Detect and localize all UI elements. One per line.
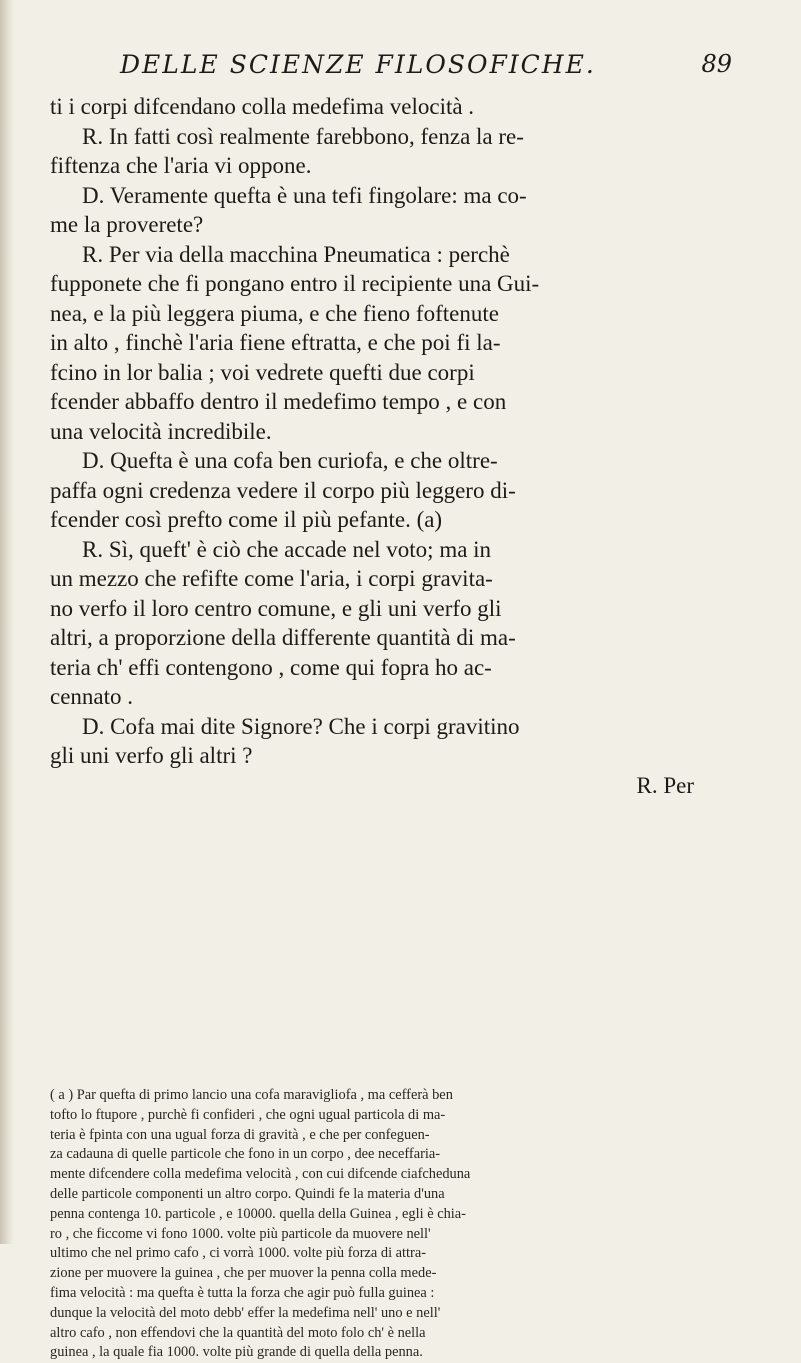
text-line: R. Per via della macchina Pneumatica : perchè — [82, 241, 510, 267]
footnote-line: penna contenga 10. particole , e 10000. quella della Guinea , egli è chia- — [50, 1205, 466, 1222]
page-header — [120, 50, 732, 90]
text-line: D. Veramente quefta è una tefi fingolare: ma co- — [82, 182, 527, 208]
footnote-line: za cadauna di quelle particole che fono in un corpo , dee neceffaria- — [50, 1146, 441, 1163]
footnote-line: tofto lo ftupore , purchè fi confideri , che ogni ugual particola di ma- — [50, 1106, 446, 1123]
footnote-line: ( a ) Par quefta di primo lancio una cofa maravigliofa , ma cefferà ben — [50, 1087, 453, 1103]
text-line: R. Sì, queft' è ciò che accade nel voto; ma in — [82, 536, 492, 562]
text-line: ti i corpi difcendano colla medefima velocità . — [50, 94, 475, 119]
footnote-line: ro , che ficcome vi fono 1000. volte più particole da muovere nell' — [50, 1225, 431, 1242]
text-line: D. Cofa mai dite Signore? Che i corpi gravitino — [82, 713, 520, 739]
text-line: fcino in lor balia ; voi vedrete quefti due corpi — [50, 359, 475, 385]
footnote-line: dunque la velocità del moto debb' effer la medefima nell' uno e nell' — [50, 1304, 441, 1321]
text-line: in alto , finchè l'aria fiene eftratta, e che poi fi la- — [50, 330, 501, 355]
footnote — [50, 1086, 750, 1363]
footnote-line: fima velocità : ma quefta è tutta la forza che agir può fulla guinea : — [50, 1284, 435, 1301]
page-number: 89 — [701, 50, 732, 78]
footnote-line: guinea , la quale fia 1000. volte più grande di quella della penna. — [50, 1344, 423, 1361]
main-text — [50, 92, 750, 800]
text-line: teria ch' effi contengono , come qui fopra ho ac- — [50, 654, 492, 680]
footnote-line: teria è fpinta con una ugual forza di gravità , e che per confeguen- — [50, 1126, 430, 1143]
footnote-line: zione per muovere la guinea , che per muover la penna colla mede- — [50, 1265, 437, 1282]
text-line: no verfo il loro centro comune, e gli uni verfo gli — [50, 595, 502, 621]
text-line: gli uni verfo gli altri ? — [50, 743, 253, 768]
catchword: R. Per — [636, 772, 694, 798]
text-line: R. In fatti così realmente farebbono, fenza la re- — [82, 123, 524, 149]
footnote-line: altro cafo , non effendovi che la quantità del moto folo ch' è nella — [50, 1324, 426, 1341]
text-line: paffa ogni credenza vedere il corpo più leggero di- — [50, 477, 516, 503]
text-line: un mezzo che refifte come l'aria, i corpi gravita- — [50, 566, 493, 591]
text-line: fiftenza che l'aria vi oppone. — [50, 153, 312, 178]
footnote-line: mente difcendere colla medefima velocità , con cui difcende ciafcheduna — [50, 1166, 471, 1183]
text-line: fcender così prefto come il più pefante. (a) — [50, 507, 443, 532]
text-line: cennato . — [50, 684, 134, 709]
text-line: D. Quefta è una cofa ben curiofa, e che oltre- — [82, 448, 498, 473]
text-line: fcender abbaffo dentro il medefimo tempo , e con — [50, 389, 507, 414]
running-head: DELLE SCIENZE FILOSOFICHE. — [120, 50, 596, 79]
text-line: altri, a proporzione della differente quantità di ma- — [50, 625, 516, 650]
text-line: me la proverete? — [50, 212, 204, 237]
text-line: una velocità incredibile. — [50, 418, 272, 444]
footnote-line: delle particole componenti un altro corpo. Quindi fe la materia d'una — [50, 1185, 445, 1202]
footnote-line: ultimo che nel primo cafo , ci vorrà 1000. volte più forza di attra- — [50, 1245, 427, 1262]
text-line: fupponete che fi pongano entro il recipiente una Gui- — [50, 271, 540, 296]
text-line: nea, e la più leggera piuma, e che fieno foftenute — [50, 300, 499, 326]
